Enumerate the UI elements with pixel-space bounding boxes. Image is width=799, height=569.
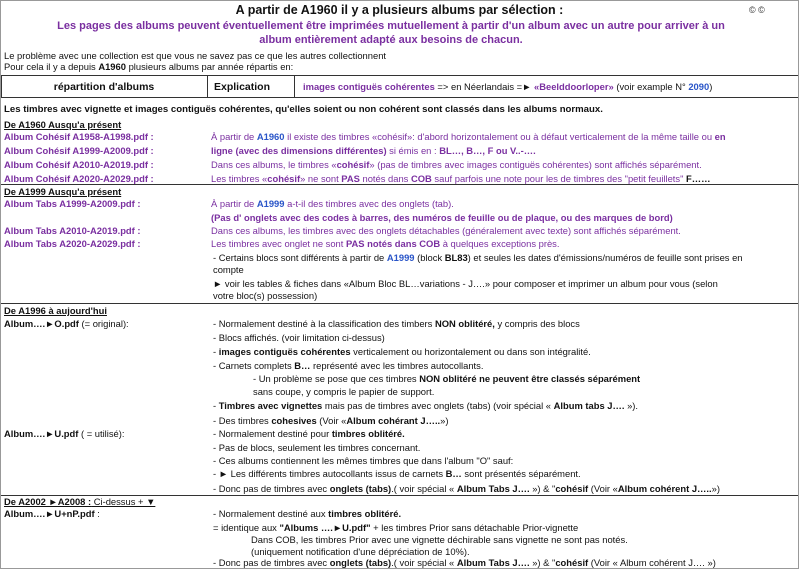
album-u-label: Album….►U.pdf ( = utilisé): — [4, 428, 125, 439]
u-line-2: - Pas de blocs, seulement les timbres concernant. — [213, 442, 421, 453]
o-line-2: - Blocs affichés. (voir limitation ci-dessus) — [213, 332, 385, 343]
page-subtitle: Les pages des albums peuvent éventuellement être imprimées mutuellement à partir d'un album avec un autre pour arriver à un album entièrement adapté aux besoins de chacun. — [57, 20, 725, 46]
album-tabs-2020: Album Tabs A2020-A2029.pdf : — [4, 238, 141, 249]
album-cohesif-2020: Album Cohésif A2020-A2029.pdf : — [4, 173, 154, 184]
album-cohesif-2010: Album Cohésif A2010-A2019.pdf : — [4, 159, 154, 170]
logo-icon: © © — [749, 5, 765, 15]
album-cohesif-1958: Album Cohésif A1958-A1998.pdf : — [4, 131, 154, 142]
section-heading-a2002: De A2002 ►A2008 : Ci-dessus + ▼ — [4, 496, 156, 507]
o-line-4: - Carnets complets B… représenté avec les timbres autocollants. — [213, 360, 484, 371]
a1960-expl-4: Les timbres «cohésif» ne sont PAS notés dans COB sauf parfois une note pour les de timbres des "petit feuillets" F…… — [211, 173, 711, 184]
a1999-expl-6: compte — [213, 264, 244, 275]
section-heading-a1960: De A1960 Ausqu'a présent — [4, 119, 122, 130]
a1999-expl-3: Dans ces albums, les timbres avec des onglets détachables (généralement avec texte) sont affichés séparément. — [211, 225, 681, 236]
intro-line-2: Pour cela il y a depuis A1960 plusieurs albums par année répartis en: — [4, 61, 294, 72]
col-header-albums: répartition d'albums — [53, 81, 155, 93]
a1999-expl-4: Les timbres avec onglet ne sont PAS notés dans COB à quelques exceptions près. — [211, 238, 560, 249]
divider — [1, 75, 798, 76]
album-cohesif-1999: Album Cohésif A1999-A2009.pdf : — [4, 145, 154, 156]
a1999-expl-5: - Certains blocs sont différents à partir de A1999 (block BL83) et seules les dates d'émissions/numéros de feuille sont prises en — [213, 252, 743, 263]
a1999-expl-1: À partir de A1999 a-t-il des timbres avec des onglets (tab). — [211, 198, 454, 209]
divider — [1, 97, 798, 98]
album-tabs-1999: Album Tabs A1999-A2009.pdf : — [4, 198, 141, 209]
a1999-expl-2: (Pas d' onglets avec des codes à barres, des numéros de feuille ou de plaque, ou des marques de bord) — [211, 212, 673, 223]
page-title: A partir de A1960 il y a plusieurs albums par sélection : — [235, 3, 564, 17]
o-line-7: - Timbres avec vignettes mais pas de timbres avec onglets (tabs) (voir spécial « Album tabs J…. »). — [213, 400, 639, 411]
u-line-3: - Ces albums contiennent les mêmes timbres que dans l'album "O" sauf: — [213, 455, 514, 466]
intro-line-1: Le problème avec une collection est que vous ne savez pas ce que les autres collectionnent — [4, 50, 387, 61]
a1960-expl-3: Dans ces albums, le timbres «cohésif» (pas de timbres avec images contiguës cohérentes) sont affichés séparément. — [211, 159, 702, 170]
a1960-expl-1: À partir de A1960 il existe des timbres «cohésif»: d'abord horizontalement ou à défaut verticalement de la même taille ou en — [211, 131, 726, 142]
section-heading-a1996: De A1996 à aujourd'hui — [4, 305, 107, 316]
album-tabs-2010: Album Tabs A2010-A2019.pdf : — [4, 225, 141, 236]
album-o-label: Album….►O.pdf (= original): — [4, 318, 129, 329]
n-line-3: Dans COB, les timbres Prior avec une vignette déchirable sans vignette ne sont pas notés. — [251, 534, 628, 545]
divider — [1, 303, 798, 304]
divider — [294, 75, 295, 97]
n-line-1: - Normalement destiné aux timbres oblitéré. — [213, 508, 402, 519]
a1999-expl-7: ► voir les tables & fiches dans «Album Bloc BL…variations - J….» pour composer et imprimer un album pour vous (selon — [213, 278, 718, 289]
statement: Les timbres avec vignette et images contiguës cohérentes, qu'elles soient ou non cohérent sont classés dans les albums normaux. — [4, 104, 603, 115]
col-header-explication: Explication — [214, 81, 271, 93]
a1960-expl-2: ligne (avec des dimensions différentes) si émis en : BL…, B…, F ou V..-…. — [211, 145, 536, 156]
n-line-4: (uniquement notification d'une dépréciation de 10%). — [251, 546, 470, 557]
o-line-3: - images contiguës cohérentes verticalement ou horizontalement ou dans son intégralité. — [213, 346, 591, 357]
album-unp-label: Album….►U+nP.pdf : — [4, 508, 100, 519]
o-line-5: - Un problème se pose que ces timbres NON oblitéré ne peuvent être classés séparément — [253, 373, 641, 384]
divider — [1, 184, 798, 185]
o-line-1: - Normalement destiné à la classification des timbers NON oblitéré, y compris des blocs — [213, 318, 580, 329]
u-line-5: - Donc pas de timbres avec onglets (tabs).( voir spécial « Album Tabs J…. ») & "cohésif (Voir «Album cohérent J…..») — [213, 483, 720, 494]
n-line-2: = identique aux "Albums ….►U.pdf" + les timbres Prior sans détachable Prior-vignette — [213, 522, 579, 533]
u-line-4: - ► Les différents timbres autocollants issus de carnets B… sont présentés séparément. — [213, 468, 581, 479]
u-line-1: - Normalement destiné pour timbres oblitéré. — [213, 428, 405, 439]
o-line-6: sans coupe, y compris le papier de support. — [253, 386, 435, 397]
o-line-8: - Des timbres cohesives (Voir «Album cohérant J…..») — [213, 415, 449, 426]
n-line-5: - Donc pas de timbres avec onglets (tabs).( voir spécial « Album Tabs J…. ») & "cohésif (Voir « Album cohérent J…. ») — [213, 557, 716, 568]
col-header-note: images contiguës cohérentes => en Néerlandais =► «Beelddoorloper» (voir example N° 2090) — [303, 81, 713, 92]
section-heading-a1999: De A1999 Ausqu'a présent — [4, 186, 122, 197]
divider — [207, 75, 208, 97]
a1999-expl-8: votre bloc(s) possession) — [213, 290, 318, 301]
